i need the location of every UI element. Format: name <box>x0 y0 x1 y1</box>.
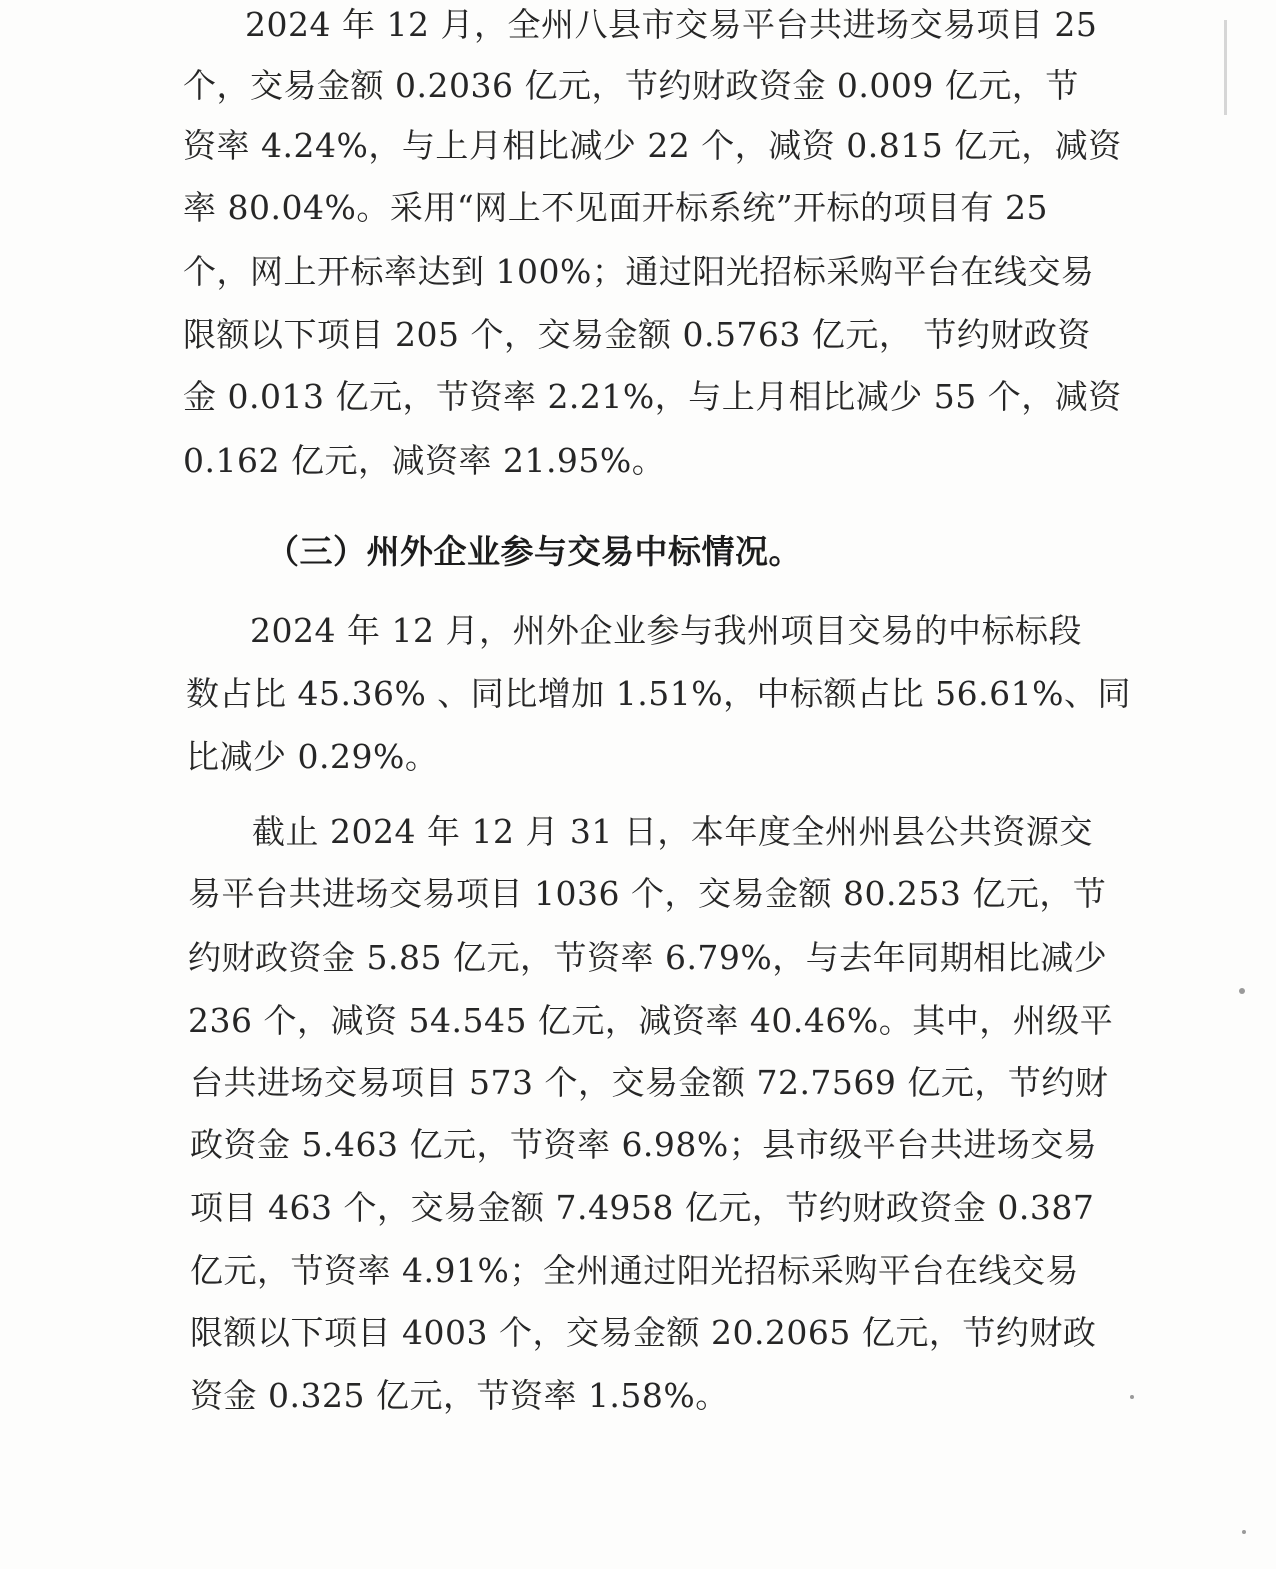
paragraph-3-line-2: 易平台共进场交易项目 1036 个，交易金额 80.253 亿元，节 <box>188 874 1107 913</box>
scan-speck <box>1130 1395 1134 1399</box>
scan-speck <box>1239 988 1245 994</box>
scan-edge-artifact <box>1224 20 1227 115</box>
paragraph-3-line-5: 台共进场交易项目 573 个，交易金额 72.7569 亿元，节约财 <box>190 1063 1109 1102</box>
paragraph-1-line-4: 率 80.04%。采用“网上不见面开标系统”开标的项目有 25 <box>183 188 1049 227</box>
paragraph-3-line-9: 限额以下项目 4003 个，交易金额 20.2065 亿元，节约财政 <box>190 1313 1097 1352</box>
paragraph-3-line-4: 236 个，减资 54.545 亿元，减资率 40.46%。其中，州级平 <box>188 1001 1114 1040</box>
paragraph-3-line-6: 政资金 5.463 亿元，节资率 6.98%；县市级平台共进场交易 <box>190 1125 1098 1164</box>
paragraph-1-line-6: 限额以下项目 205 个，交易金额 0.5763 亿元， 节约财政资 <box>183 315 1091 354</box>
paragraph-2-line-1: 2024 年 12 月，州外企业参与我州项目交易的中标标段 <box>250 611 1082 650</box>
paragraph-1-line-7: 金 0.013 亿元，节资率 2.21%，与上月相比减少 55 个，减资 <box>183 377 1122 416</box>
paragraph-3-line-7: 项目 463 个，交易金额 7.4958 亿元，节约财政资金 0.387 <box>190 1188 1095 1227</box>
paragraph-1-line-8: 0.162 亿元，减资率 21.95%。 <box>183 441 666 480</box>
paragraph-1-line-3: 资率 4.24%，与上月相比减少 22 个，减资 0.815 亿元，减资 <box>183 126 1122 165</box>
scan-speck <box>1242 1530 1246 1534</box>
paragraph-3-line-8: 亿元，节资率 4.91%；全州通过阳光招标采购平台在线交易 <box>190 1251 1079 1290</box>
paragraph-1-line-1: 2024 年 12 月，全州八县市交易平台共进场交易项目 25 <box>245 5 1098 44</box>
paragraph-1-line-2: 个，交易金额 0.2036 亿元，节约财政资金 0.009 亿元，节 <box>183 66 1079 105</box>
paragraph-3-line-10: 资金 0.325 亿元，节资率 1.58%。 <box>190 1376 729 1415</box>
paragraph-2-line-2: 数占比 45.36% 、同比增加 1.51%，中标额占比 56.61%、同 <box>186 674 1131 713</box>
paragraph-1-line-5: 个，网上开标率达到 100%；通过阳光招标采购平台在线交易 <box>183 252 1095 291</box>
paragraph-3-line-3: 约财政资金 5.85 亿元，节资率 6.79%，与去年同期相比减少 <box>188 938 1108 977</box>
paragraph-2-line-3: 比减少 0.29%。 <box>186 737 439 776</box>
paragraph-3-line-1: 截止 2024 年 12 月 31 日，本年度全州州县公共资源交 <box>252 812 1093 851</box>
section-heading: （三）州外企业参与交易中标情况。 <box>266 532 802 571</box>
